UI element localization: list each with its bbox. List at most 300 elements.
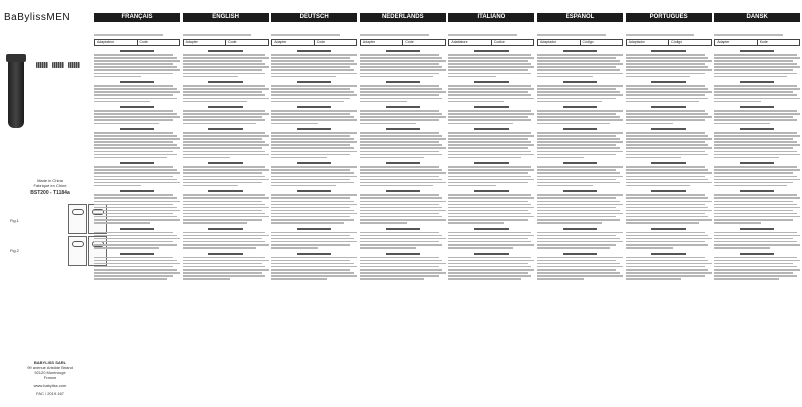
text-line <box>183 101 248 103</box>
text-line <box>183 123 256 125</box>
instructions-body <box>94 50 180 280</box>
text-line <box>537 235 616 237</box>
text-line <box>271 210 354 212</box>
text-line <box>714 73 797 75</box>
text-line <box>94 263 180 265</box>
text-line <box>714 219 793 221</box>
text-line <box>183 141 266 143</box>
text-line <box>448 241 531 243</box>
text-line <box>271 232 357 234</box>
text-line <box>537 241 623 243</box>
text-line <box>94 60 180 62</box>
table-cell: Kode <box>757 40 800 45</box>
text-line <box>360 147 446 149</box>
text-line <box>94 185 141 187</box>
text-line <box>360 278 425 280</box>
text-line <box>448 219 527 221</box>
table-cell: Adapter <box>185 40 198 44</box>
text-line <box>360 185 433 187</box>
text-line <box>271 247 318 249</box>
text-line <box>183 60 262 62</box>
text-line <box>183 63 266 65</box>
text-line <box>714 232 797 234</box>
text-line <box>714 98 800 100</box>
subtitle <box>94 26 180 30</box>
instructions-body <box>271 50 357 280</box>
text-line <box>271 73 357 75</box>
text-line <box>448 222 504 224</box>
text-line <box>714 147 793 149</box>
text-line <box>626 263 712 265</box>
text-line <box>537 54 623 56</box>
text-line <box>271 235 350 237</box>
text-line <box>94 157 167 159</box>
text-line <box>714 238 793 240</box>
instructions-body <box>183 50 269 280</box>
section-heading <box>740 253 774 255</box>
section-heading <box>474 190 508 192</box>
section-heading <box>386 228 420 230</box>
brand-logo <box>4 9 70 23</box>
spec-table <box>537 39 623 46</box>
text-line <box>94 76 141 78</box>
address-line: France <box>43 375 57 380</box>
text-line <box>183 144 269 146</box>
text-line <box>714 185 787 187</box>
text-line <box>537 182 620 184</box>
fig1-label: Fig.1 <box>10 218 19 223</box>
text-line <box>183 207 269 209</box>
text-line <box>94 197 177 199</box>
text-line <box>537 179 616 181</box>
text-line <box>360 213 439 215</box>
text-line <box>537 116 620 118</box>
text-line <box>448 216 534 218</box>
text-line <box>626 269 709 271</box>
text-line <box>448 269 534 271</box>
text-line <box>183 110 266 112</box>
text-line <box>360 123 416 125</box>
text-line <box>183 76 239 78</box>
website-link[interactable]: www.babyliss.com <box>33 383 67 388</box>
text-line <box>271 94 357 96</box>
text-line <box>183 244 269 246</box>
language-column <box>714 13 800 281</box>
text-line <box>271 222 344 224</box>
text-line <box>626 144 709 146</box>
text-line <box>360 207 443 209</box>
text-line <box>448 101 504 103</box>
company-name: BABYLISS SARL <box>33 360 67 365</box>
text-line <box>714 207 800 209</box>
intro-line <box>271 34 340 36</box>
text-line <box>271 116 354 118</box>
text-line <box>94 169 177 171</box>
text-line <box>537 232 623 234</box>
text-line <box>94 154 177 156</box>
text-line <box>183 88 269 90</box>
text-line <box>626 147 712 149</box>
text-line <box>271 54 357 56</box>
document-code: FAC / 2019.167 <box>36 391 64 396</box>
subtitle <box>448 26 534 30</box>
text-line <box>448 166 531 168</box>
text-line <box>183 54 266 56</box>
text-line <box>360 169 443 171</box>
text-line <box>626 275 705 277</box>
text-line <box>183 157 230 159</box>
text-line <box>626 210 712 212</box>
text-line <box>360 210 446 212</box>
text-line <box>360 138 446 140</box>
language-header: DANSK <box>714 13 800 22</box>
text-line <box>94 85 173 87</box>
text-line <box>714 66 800 68</box>
text-line <box>448 132 531 134</box>
text-line <box>714 210 793 212</box>
text-line <box>94 69 180 71</box>
text-line <box>183 169 269 171</box>
text-line <box>94 278 167 280</box>
text-line <box>183 179 269 181</box>
text-line <box>448 57 534 59</box>
text-line <box>183 85 266 87</box>
language-header: ENGLISH <box>183 13 269 22</box>
text-line <box>714 88 800 90</box>
spec-table <box>360 39 446 46</box>
text-line <box>183 57 269 59</box>
section-heading <box>740 50 774 52</box>
instructions-body <box>714 50 800 280</box>
text-line <box>183 147 262 149</box>
text-line <box>626 54 705 56</box>
text-line <box>448 204 531 206</box>
text-line <box>271 85 357 87</box>
table-cell: Adattatore <box>451 40 468 44</box>
text-line <box>94 275 173 277</box>
text-line <box>537 113 616 115</box>
subtitle <box>714 26 800 30</box>
text-line <box>271 241 357 243</box>
section-heading <box>651 228 685 230</box>
language-column <box>626 13 712 281</box>
text-line <box>94 141 173 143</box>
text-line <box>448 179 534 181</box>
text-line <box>94 204 173 206</box>
table-cell: Codice <box>491 40 534 45</box>
section-heading <box>120 50 154 52</box>
text-line <box>94 247 159 249</box>
text-line <box>537 176 623 178</box>
spec-table <box>94 39 180 46</box>
section-heading <box>208 190 242 192</box>
intro-line <box>448 34 517 36</box>
text-line <box>537 210 620 212</box>
section-heading <box>386 128 420 130</box>
text-line <box>360 222 407 224</box>
text-line <box>537 91 620 93</box>
text-line <box>271 176 357 178</box>
section-heading <box>563 81 597 83</box>
text-line <box>183 197 269 199</box>
section-heading <box>297 128 331 130</box>
text-line <box>714 76 787 78</box>
text-line <box>183 257 266 259</box>
text-line <box>183 260 269 262</box>
spec-table <box>626 39 712 46</box>
text-line <box>714 119 797 121</box>
text-line <box>626 66 709 68</box>
text-line <box>271 182 354 184</box>
text-line <box>183 151 266 153</box>
text-line <box>183 238 262 240</box>
text-line <box>94 119 173 121</box>
text-line <box>94 201 180 203</box>
text-line <box>626 76 691 78</box>
spec-table <box>448 39 534 46</box>
text-line <box>271 63 357 65</box>
text-line <box>360 194 439 196</box>
text-line <box>360 260 443 262</box>
text-line <box>626 73 705 75</box>
section-heading <box>474 228 508 230</box>
text-line <box>626 157 682 159</box>
text-line <box>94 54 173 56</box>
text-line <box>183 235 269 237</box>
text-line <box>626 135 709 137</box>
language-header: ITALIANO <box>448 13 534 22</box>
text-line <box>271 57 350 59</box>
text-line <box>448 244 534 246</box>
text-line <box>360 172 446 174</box>
text-line <box>183 132 266 134</box>
text-line <box>271 201 354 203</box>
text-line <box>271 219 354 221</box>
text-line <box>537 197 616 199</box>
text-line <box>714 169 800 171</box>
section-heading <box>208 81 242 83</box>
text-line <box>94 123 159 125</box>
text-line <box>714 194 797 196</box>
text-line <box>714 101 761 103</box>
text-line <box>714 57 800 59</box>
language-header: ESPAÑOL <box>537 13 623 22</box>
text-line <box>360 151 439 153</box>
text-line <box>448 154 534 156</box>
text-line <box>537 185 593 187</box>
text-line <box>183 73 266 75</box>
text-line <box>626 278 682 280</box>
text-line <box>448 88 534 90</box>
text-line <box>271 60 354 62</box>
table-cell: Código <box>580 40 623 45</box>
text-line <box>271 213 357 215</box>
text-line <box>537 275 623 277</box>
text-line <box>360 204 439 206</box>
section-heading <box>120 253 154 255</box>
text-line <box>271 216 350 218</box>
text-line <box>271 110 357 112</box>
section-heading <box>120 81 154 83</box>
section-heading <box>386 253 420 255</box>
text-line <box>94 238 180 240</box>
section-heading <box>297 106 331 108</box>
text-line <box>183 278 230 280</box>
text-line <box>537 110 623 112</box>
text-line <box>714 216 800 218</box>
text-line <box>537 244 616 246</box>
section-heading <box>474 162 508 164</box>
text-line <box>360 176 439 178</box>
text-line <box>94 207 177 209</box>
text-line <box>626 207 709 209</box>
text-line <box>183 232 266 234</box>
text-line <box>714 113 800 115</box>
text-line <box>271 179 350 181</box>
text-line <box>271 113 350 115</box>
text-line <box>537 154 616 156</box>
text-line <box>537 123 610 125</box>
text-line <box>271 119 357 121</box>
table-cell: Adaptador <box>628 40 645 44</box>
text-line <box>537 238 620 240</box>
text-line <box>183 69 262 71</box>
text-line <box>360 69 446 71</box>
text-line <box>537 138 620 140</box>
text-line <box>271 185 336 187</box>
text-line <box>360 275 439 277</box>
text-line <box>271 101 344 103</box>
section-heading <box>386 81 420 83</box>
text-line <box>714 166 797 168</box>
text-line <box>183 172 262 174</box>
section-heading <box>297 81 331 83</box>
text-line <box>714 141 797 143</box>
text-line <box>271 269 350 271</box>
language-column <box>537 13 623 281</box>
text-line <box>537 85 623 87</box>
text-line <box>626 110 705 112</box>
text-line <box>537 66 616 68</box>
section-heading <box>120 106 154 108</box>
text-line <box>183 275 266 277</box>
text-line <box>271 194 357 196</box>
text-line <box>271 141 357 143</box>
section-heading <box>386 106 420 108</box>
text-line <box>626 85 705 87</box>
text-line <box>448 157 521 159</box>
text-line <box>94 147 180 149</box>
text-line <box>360 266 439 268</box>
subtitle <box>183 26 269 30</box>
trimmer-image <box>8 58 24 128</box>
text-line <box>183 135 269 137</box>
text-line <box>537 141 623 143</box>
text-line <box>183 166 266 168</box>
text-line <box>94 222 150 224</box>
text-line <box>626 119 705 121</box>
text-line <box>271 257 357 259</box>
text-line <box>626 260 709 262</box>
text-line <box>271 238 354 240</box>
text-line <box>537 269 616 271</box>
text-line <box>183 176 266 178</box>
text-line <box>271 138 354 140</box>
text-line <box>360 66 443 68</box>
text-line <box>360 54 439 56</box>
text-line <box>626 241 705 243</box>
section-heading <box>208 106 242 108</box>
text-line <box>360 238 446 240</box>
text-line <box>448 110 531 112</box>
text-line <box>626 63 705 65</box>
text-line <box>271 275 357 277</box>
text-line <box>183 154 269 156</box>
text-line <box>626 94 705 96</box>
subtitle <box>626 26 712 30</box>
text-line <box>626 182 712 184</box>
text-line <box>94 179 177 181</box>
section-heading <box>120 190 154 192</box>
text-line <box>271 172 354 174</box>
section-heading <box>563 162 597 164</box>
text-line <box>183 272 262 274</box>
text-line <box>714 176 797 178</box>
text-line <box>537 101 602 103</box>
language-header: FRANÇAIS <box>94 13 180 22</box>
text-line <box>626 247 673 249</box>
text-line <box>626 166 705 168</box>
language-header: DEUTSCH <box>271 13 357 22</box>
text-line <box>537 257 623 259</box>
text-line <box>360 91 446 93</box>
text-line <box>714 94 797 96</box>
text-line <box>714 197 800 199</box>
product-reference: BST200 - T1184a <box>30 190 70 196</box>
text-line <box>714 172 793 174</box>
text-line <box>448 94 531 96</box>
section-heading <box>563 128 597 130</box>
text-line <box>714 123 770 125</box>
text-line <box>448 235 534 237</box>
section-heading <box>208 128 242 130</box>
language-column <box>448 13 534 281</box>
text-line <box>94 266 173 268</box>
text-line <box>94 63 173 65</box>
spec-table <box>271 39 357 46</box>
text-line <box>183 263 262 265</box>
text-line <box>626 113 709 115</box>
text-line <box>448 210 527 212</box>
text-line <box>626 69 712 71</box>
text-line <box>537 147 620 149</box>
text-line <box>271 166 357 168</box>
text-line <box>183 91 262 93</box>
text-line <box>537 172 620 174</box>
text-line <box>626 169 709 171</box>
text-line <box>537 151 623 153</box>
table-cell: Adapter <box>274 40 287 44</box>
text-line <box>714 54 797 56</box>
text-line <box>448 151 531 153</box>
section-heading <box>474 106 508 108</box>
section-heading <box>740 106 774 108</box>
text-line <box>448 260 534 262</box>
text-line <box>626 88 709 90</box>
text-line <box>360 244 443 246</box>
text-line <box>360 110 439 112</box>
text-line <box>94 66 177 68</box>
